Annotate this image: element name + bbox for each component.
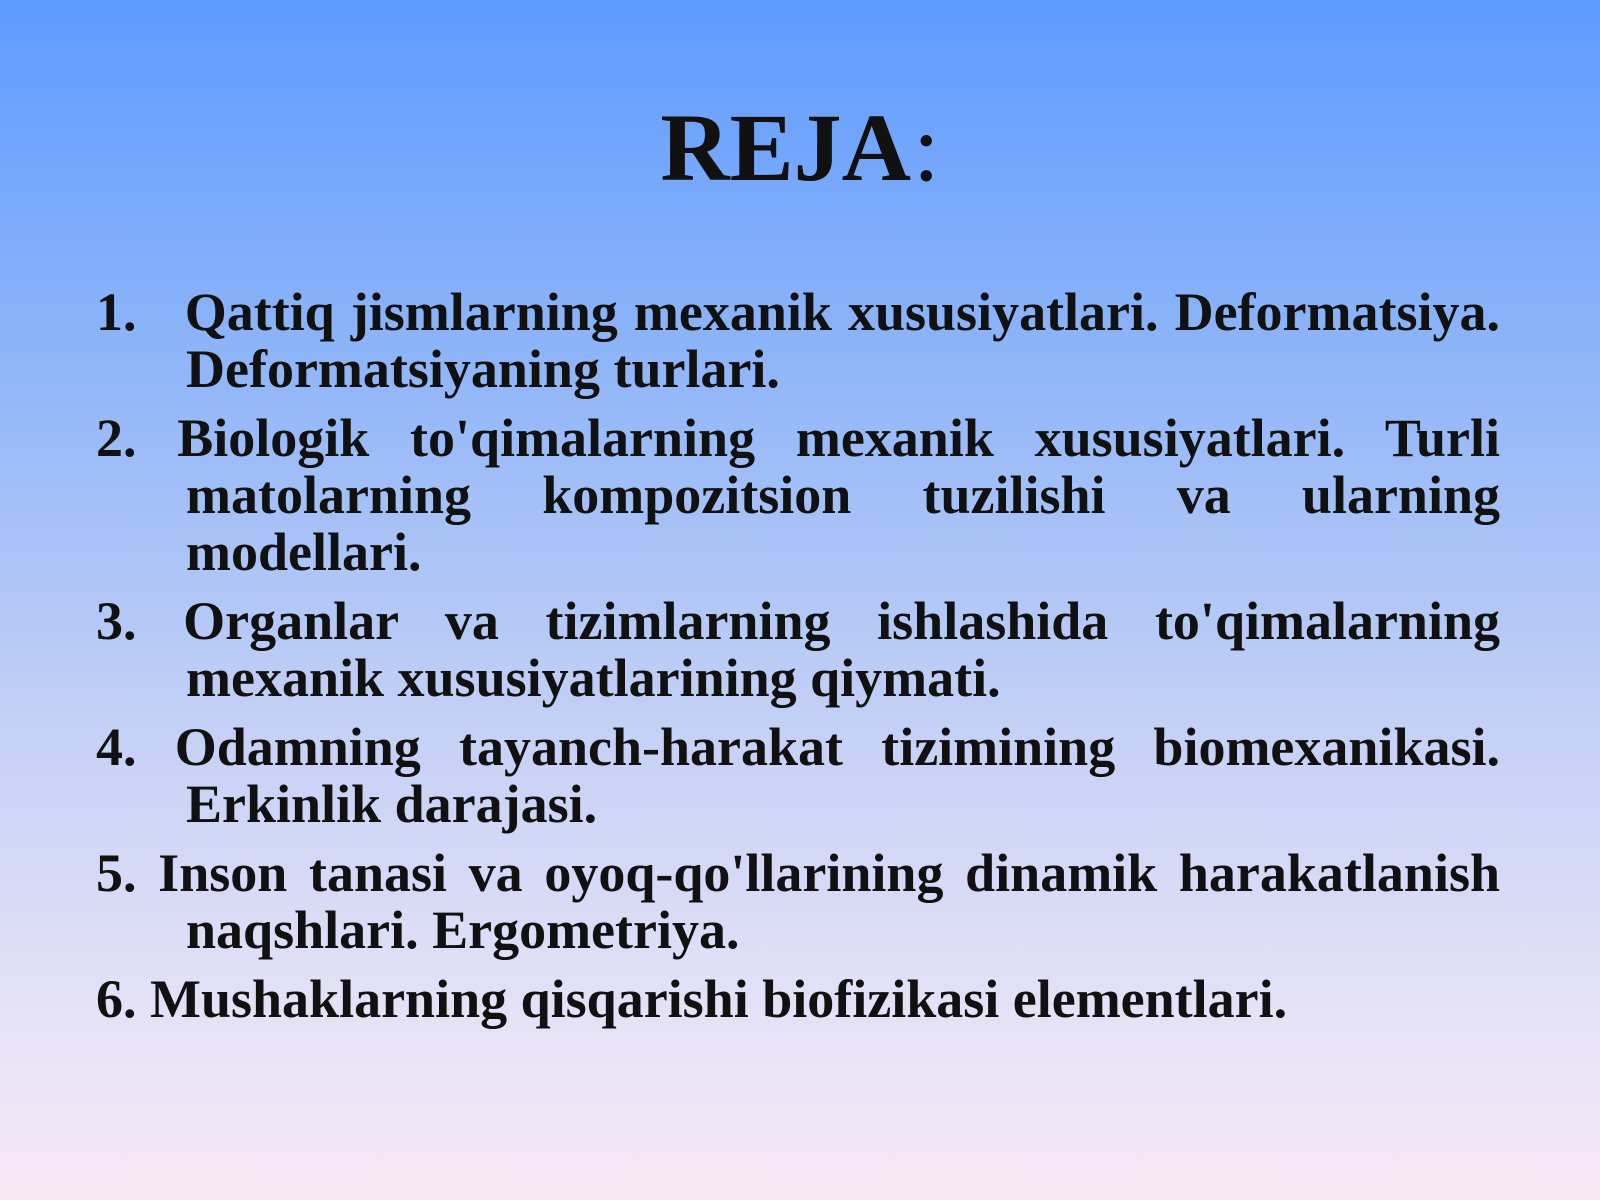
plan-list (96, 284, 1500, 1040)
plan-item-2: 2. Biologik to'qimalarning mexanik xususiyatlari. Turli matolarning kompozitsion tuzilishi va ularning modellari. (96, 408, 1500, 582)
plan-item-4: 4. Odamning tayanch-harakat tizimining biomexanikasi. Erkinlik darajasi. (96, 717, 1500, 834)
plan-item-6: 6. Mushaklarning qisqarishi biofizikasi elementlari. (96, 969, 1288, 1029)
plan-item-3: 3. Organlar va tizimlarning ishlashida to'qimalarning mexanik xususiyatlarining qiymati. (96, 591, 1500, 708)
plan-item-1: 1. Qattiq jismlarning mexanik xususiyatlari. Deformatsiya. Deformatsiyaning turlari. (96, 282, 1500, 399)
slide-title (0, 94, 1600, 201)
title-colon: : (913, 94, 940, 201)
title-text: REJA (660, 94, 911, 201)
plan-item-5: 5. Inson tanasi va oyoq-qo'llarining dinamik harakatlanish naqshlari. Ergometriya. (96, 843, 1500, 960)
